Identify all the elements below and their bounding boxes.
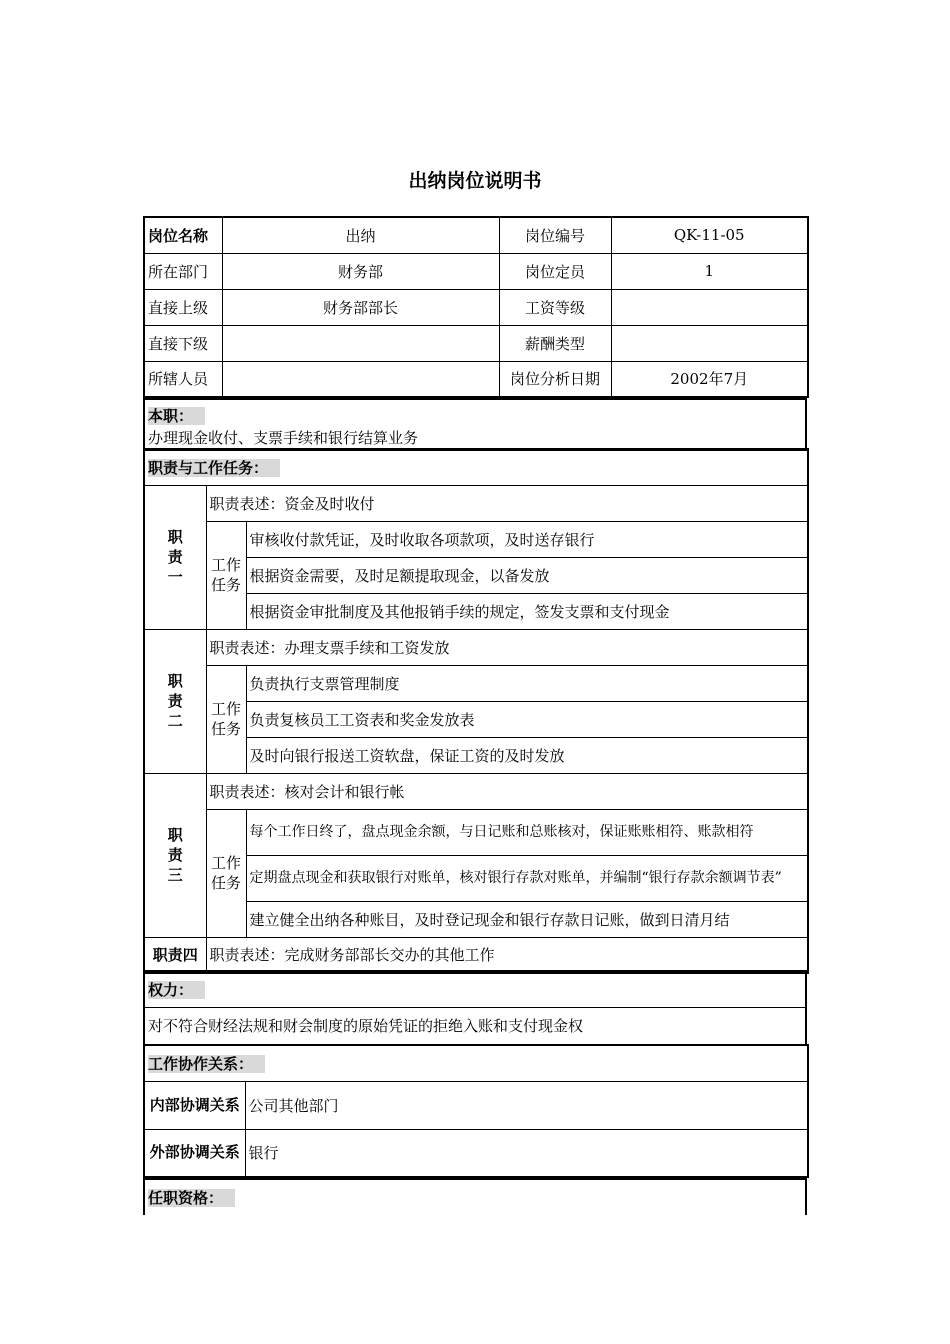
document-title: 出纳岗位说明书: [408, 170, 542, 192]
duty-three-desc: 职责表述：核对会计和银行帐: [206, 773, 808, 809]
duty-row: [144, 629, 808, 665]
duties-section: [143, 448, 807, 974]
authority-text: 对不符合财经法规和财会制度的原始凭证的拒绝入账和支付现金权: [144, 1007, 806, 1045]
duty-two-label: 职责二: [144, 629, 206, 773]
main-duty-section: [143, 398, 807, 451]
label-subordinate: 直接下级: [144, 325, 222, 361]
value-staff: [222, 361, 499, 397]
task-item: 每个工作日终了，盘点现金余额，与日记账和总账核对，保证账账相符、账款相符: [246, 809, 808, 855]
qualification-section: [143, 1178, 807, 1215]
task-item: 及时向银行报送工资软盘，保证工资的及时发放: [246, 737, 808, 773]
task-item: 负责执行支票管理制度: [246, 665, 808, 701]
label-department: 所在部门: [144, 253, 222, 289]
main-duty-text: 办理现金收付、支票手续和银行结算业务: [148, 429, 419, 447]
basic-info-table: [143, 216, 807, 398]
value-position-name: 出纳: [222, 217, 499, 253]
value-pay-type: [611, 325, 808, 361]
task-item: 负责复核员工工资表和奖金发放表: [246, 701, 808, 737]
external-relation-value: 银行: [245, 1129, 808, 1177]
duty-three-task-label: 工作任务: [206, 809, 246, 937]
duty-four-desc: 职责表述：完成财务部部长交办的其他工作: [206, 937, 808, 973]
value-headcount: 1: [611, 253, 808, 289]
authority-section: [143, 970, 807, 1046]
relations-section: [143, 1044, 807, 1178]
task-item: 建立健全出纳各种账目，及时登记现金和银行存款日记账，做到日清月结: [246, 901, 808, 937]
label-analysis-date: 岗位分析日期: [499, 361, 611, 397]
label-salary-grade: 工资等级: [499, 289, 611, 325]
label-staff: 所辖人员: [144, 361, 222, 397]
duty-four-label: 职责四: [144, 937, 206, 973]
relations-heading: 工作协作关系：: [148, 1055, 265, 1073]
duty-one-label: 职责一: [144, 485, 206, 629]
info-row: [144, 253, 808, 289]
value-analysis-date: 2002年7月: [611, 361, 808, 397]
label-headcount: 岗位定员: [499, 253, 611, 289]
value-salary-grade: [611, 289, 808, 325]
task-item: 根据资金需要，及时足额提取现金，以备发放: [246, 557, 808, 593]
duties-heading: 职责与工作任务：: [148, 459, 280, 477]
value-supervisor: 财务部部长: [222, 289, 499, 325]
info-row: [144, 217, 808, 253]
duty-three-label: 职责三: [144, 773, 206, 937]
info-row: [144, 289, 808, 325]
external-relation-label: 外部协调关系: [144, 1129, 245, 1177]
internal-relation-label: 内部协调关系: [144, 1081, 245, 1129]
task-item: 根据资金审批制度及其他报销手续的规定，签发支票和支付现金: [246, 593, 808, 629]
duty-row: [144, 485, 808, 521]
info-row: [144, 325, 808, 361]
duty-row: [144, 773, 808, 809]
value-position-code: QK-11-05: [611, 217, 808, 253]
duty-two-desc: 职责表述：办理支票手续和工资发放: [206, 629, 808, 665]
authority-heading: 权力：: [148, 981, 205, 999]
label-position-name: 岗位名称: [144, 217, 222, 253]
duty-one-task-label: 工作任务: [206, 521, 246, 629]
duty-one-desc: 职责表述：资金及时收付: [206, 485, 808, 521]
label-pay-type: 薪酬类型: [499, 325, 611, 361]
value-subordinate: [222, 325, 499, 361]
value-department: 财务部: [222, 253, 499, 289]
main-duty-heading: 本职：: [148, 407, 205, 425]
internal-relation-value: 公司其他部门: [245, 1081, 808, 1129]
task-item: 定期盘点现金和获取银行对账单，核对银行存款对账单，并编制“银行存款余额调节表”: [246, 855, 808, 901]
qualification-heading: 任职资格：: [148, 1189, 235, 1207]
info-row: [144, 361, 808, 397]
duty-two-task-label: 工作任务: [206, 665, 246, 773]
task-item: 审核收付款凭证，及时收取各项款项，及时送存银行: [246, 521, 808, 557]
duty-row: [144, 937, 808, 973]
label-position-code: 岗位编号: [499, 217, 611, 253]
label-supervisor: 直接上级: [144, 289, 222, 325]
